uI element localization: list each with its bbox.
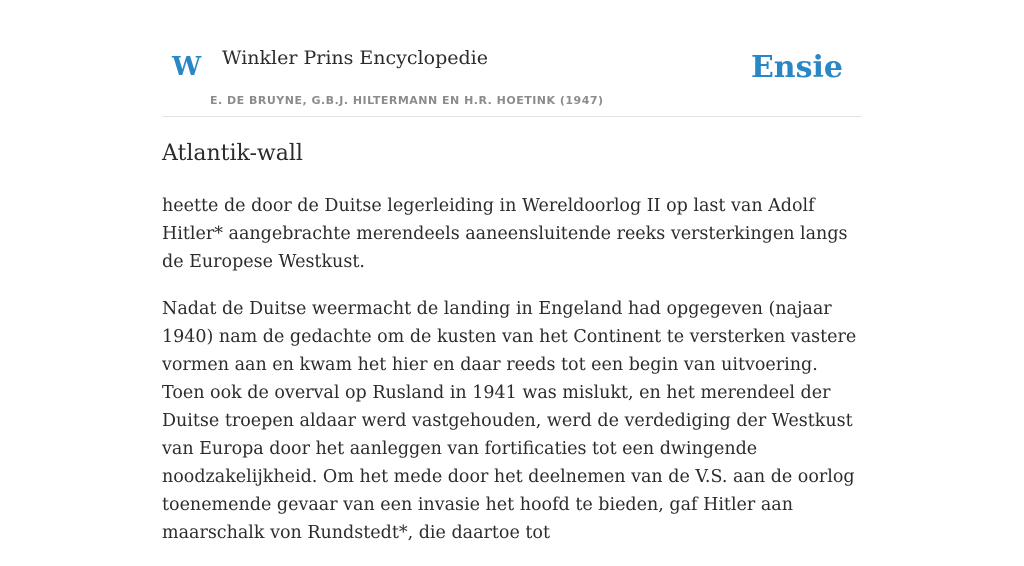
source-header	[162, 40, 862, 117]
source-authors: E. DE BRUYNE, G.B.J. HILTERMANN EN H.R. HOETINK (1947)	[210, 94, 604, 107]
article-paragraph: Nadat de Duitse weermacht de landing in Engeland had opgegeven (najaar 1940) nam de gedachte om de kusten van het Continent te versterken vastere vormen aan en kwam het hier en daar reeds tot een begin van uitvoering. Toen ook de overval op Rusland in 1941 was mislukt, en het merendeel der Duitse troepen aldaar werd vastgehouden, werd de verdediging der Westkust van Europa door het aanleggen van fortificaties tot een dwingende noodzakelijkheid. Om het mede door het deelnemen van de V.S. aan de oorlog toenemende gevaar van een invasie het hoofd te bieden, gaf Hitler aan maarschalk von Rundstedt*, die daartoe tot	[162, 299, 857, 543]
article-paragraph: heette de door de Duitse legerleiding in Wereldoorlog II op last van Adolf Hitler* aangebrachte merendeels aaneensluitende reeks versterkingen langs de Europese Westkust.	[162, 196, 848, 272]
article-title: Atlantik-wall	[162, 141, 303, 166]
ensie-logo[interactable]: Ensie	[750, 50, 843, 85]
winkler-prins-logo[interactable]: W	[172, 52, 202, 82]
article-body	[162, 192, 862, 566]
source-title[interactable]: Winkler Prins Encyclopedie	[222, 47, 488, 69]
